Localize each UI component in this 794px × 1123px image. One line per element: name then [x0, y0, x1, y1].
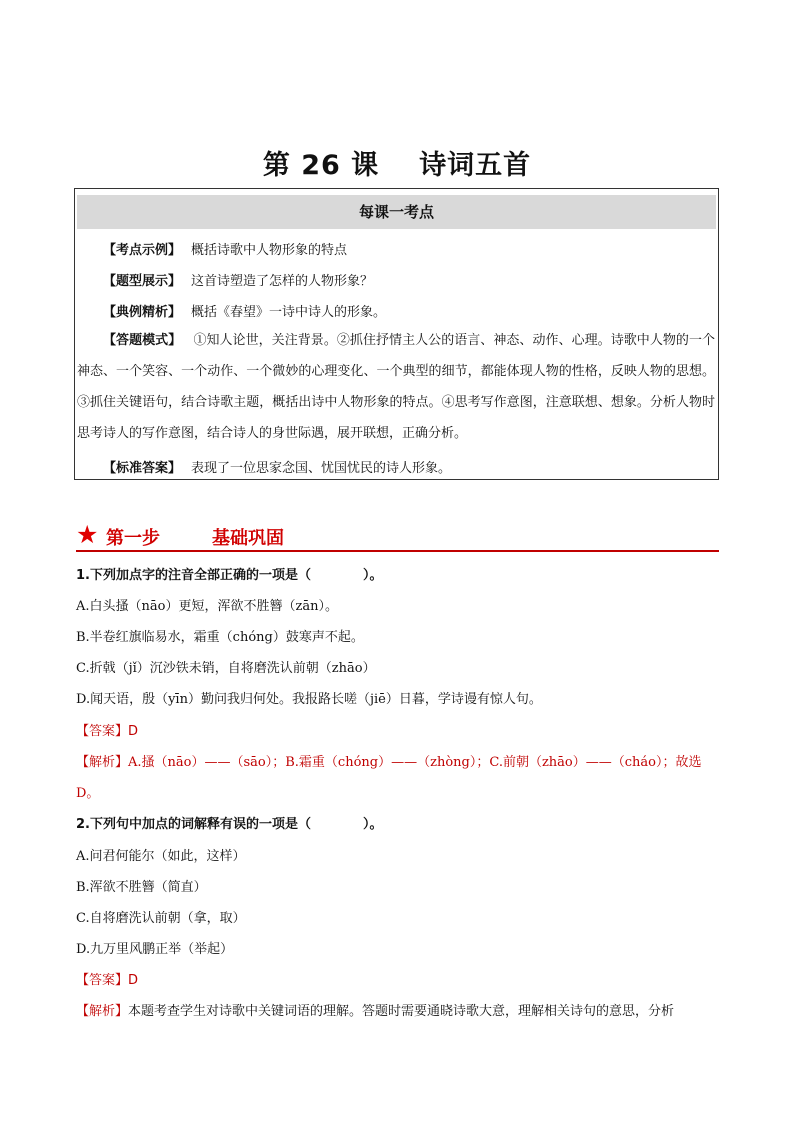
- question-1-analysis-cont: D。: [76, 786, 100, 801]
- row-label: 【标准答案】: [103, 461, 182, 476]
- section-step: 第一步: [106, 528, 160, 549]
- question-1-stem: 1.下列加点字的注音全部正确的一项是（ ）。: [76, 568, 383, 583]
- page-title: [0, 143, 794, 182]
- row-analysis: [75, 301, 716, 320]
- row-example: [75, 239, 716, 258]
- question-1-answer: [76, 720, 721, 739]
- answer-label: 【答案】: [76, 973, 129, 988]
- star-icon: ★: [76, 520, 99, 549]
- lesson-number: 第 26 课: [262, 150, 380, 181]
- model-text: ①知人论世，关注背景。②抓住抒情主人公的语言、神态、动作、心理。诗歌中人物的一个神态、一个笑容、一个动作、一个微妙的心理变化、一个典型的细节，都能体现人物的性格，反映人物的思想。③抓住关键语句，结合诗歌主题，概括出诗中人物形象的特点。④思考写作意图，注意联想、想象。分析人物时思考诗人的写作意图，结合诗人的身世际遇，展开联想，正确分析。: [77, 333, 715, 441]
- row-label: 【典例精析】: [103, 305, 182, 320]
- row-text: 这首诗塑造了怎样的人物形象？: [191, 274, 374, 289]
- question-1-option-c: C.折戟（jǐ）沉沙铁未销，自将磨洗认前朝（zhāo）: [76, 661, 376, 676]
- row-standard-answer: [75, 457, 716, 476]
- section-name: 基础巩固: [212, 528, 284, 549]
- analysis-text: A.搔（nāo）——（sāo）；B.霜重（chóng）——（zhòng）；C.前朝（zhāo）——（cháo）；故选: [128, 755, 702, 770]
- answer-model: [77, 325, 715, 449]
- row-label: 【考点示例】: [103, 243, 182, 258]
- question-1-option-d: D.闻天语，殷（yīn）勤问我归何处。我报路长嗟（jiē）日暮，学诗谩有惊人句。: [76, 692, 542, 707]
- question-2-option-b: B.浑欲不胜簪（简直）: [76, 880, 207, 895]
- analysis-label: 【解析】: [76, 755, 129, 770]
- answer-value: D: [128, 724, 139, 739]
- key-point-box: [74, 188, 719, 480]
- question-2-analysis: [76, 1000, 721, 1019]
- analysis-label: 【解析】: [76, 1004, 129, 1019]
- question-1-option-b: B.半卷红旗临易水，霜重（chóng）鼓寒声不起。: [76, 630, 364, 645]
- row-text: 概括诗歌中人物形象的特点: [191, 243, 348, 258]
- model-label: 【答题模式】: [103, 333, 182, 348]
- question-2-option-a: A.问君何能尔（如此，这样）: [76, 849, 246, 864]
- question-1-option-a: A.白头搔（nāo）更短，浑欲不胜簪（zān）。: [76, 599, 338, 614]
- answer-label: 【答案】: [76, 724, 129, 739]
- question-1-analysis: [76, 751, 721, 770]
- row-label: 【题型展示】: [103, 274, 182, 289]
- analysis-text: 本题考查学生对诗歌中关键词语的理解。答题时需要通晓诗歌大意，理解相关诗句的意思，分析: [128, 1004, 675, 1019]
- answer-value: D: [128, 973, 139, 988]
- question-2-answer: [76, 969, 721, 988]
- row-question-type: [75, 270, 716, 289]
- question-2-option-c: C.自将磨洗认前朝（拿，取）: [76, 911, 246, 926]
- box-header: 每课一考点: [77, 195, 716, 229]
- question-2-option-d: D.九万里风鹏正举（举起）: [76, 942, 234, 957]
- row-text: 表现了一位思家念国、忧国忧民的诗人形象。: [191, 461, 452, 476]
- section-heading: [76, 520, 719, 552]
- row-text: 概括《春望》一诗中诗人的形象。: [191, 305, 387, 320]
- question-2-stem: 2.下列句中加点的词解释有误的一项是（ ）。: [76, 817, 383, 832]
- lesson-name: 诗词五首: [419, 150, 532, 181]
